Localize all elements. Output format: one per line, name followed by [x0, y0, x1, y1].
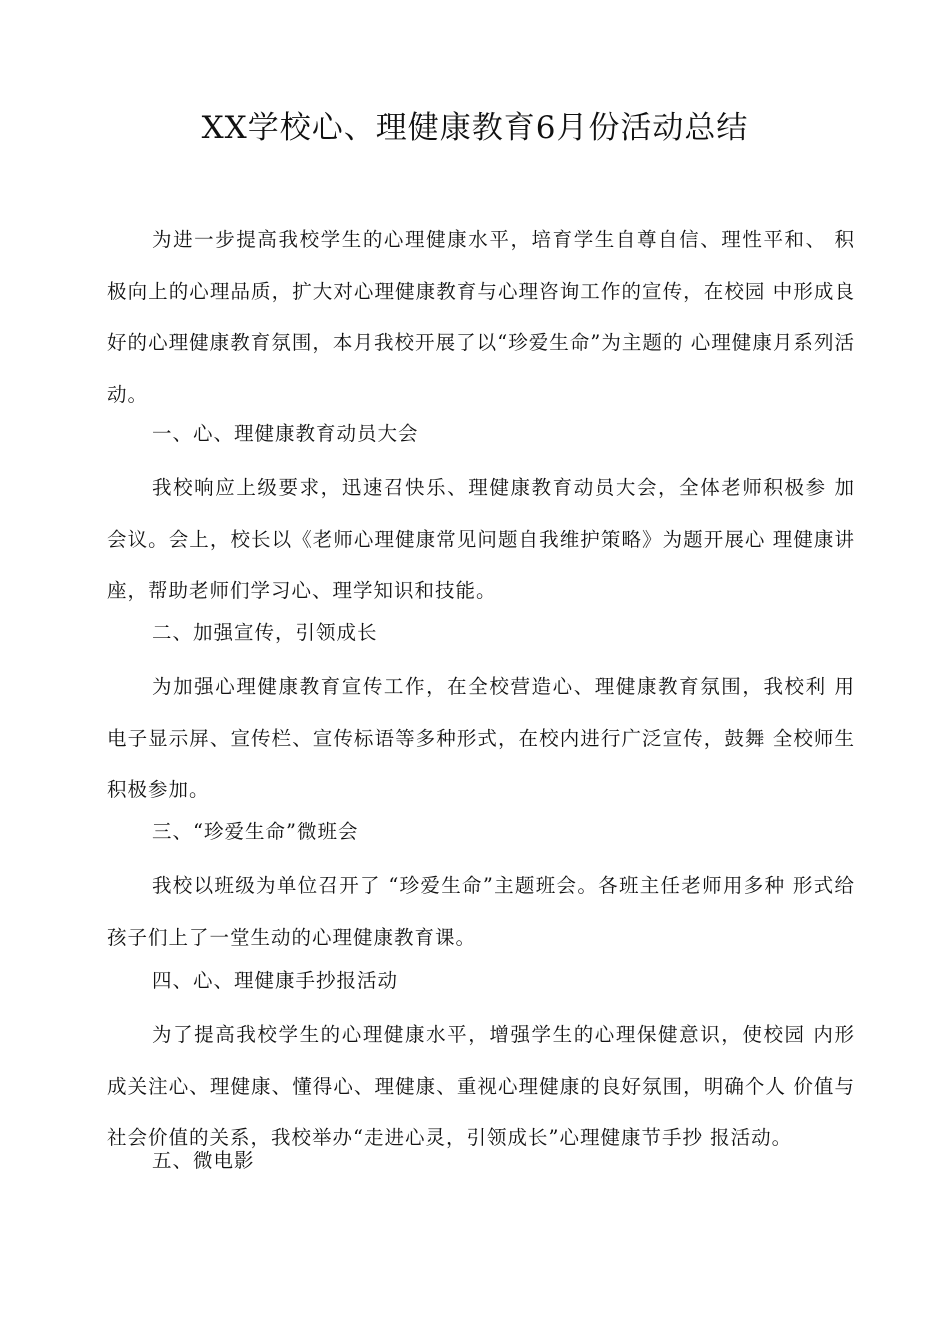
section-body-2: 为加强心理健康教育宣传工作，在全校营造心、理健康教育氛围，我校利 用电子显示屏、宣传栏、宣传标语等多种形式，在校内进行广泛宣传，鼓舞 全校师生积极参加。 — [107, 675, 855, 801]
section-heading-2: 二、加强宣传，引领成长 — [152, 621, 378, 644]
section-heading-1: 一、心、理健康教育动员大会 — [152, 422, 419, 445]
document-title: XX学校心、理健康教育6月份活动总结 — [201, 110, 749, 146]
section-heading-3: 三、“珍爱生命”微班会 — [152, 820, 359, 843]
section-body-3: 我校以班级为单位召开了 “珍爱生命”主题班会。各班主任老师用多种 形式给孩子们上了一堂生动的心理健康教育课。 — [107, 874, 855, 949]
section-body-4: 为了提高我校学生的心理健康水平，增强学生的心理保健意识，使校园 内形成关注心、理健康、懂得心、理健康、重视心理健康的良好氛围，明确个人 价值与社会价值的关系，我校举办“走进心灵，引领成长”心理健康节手抄 报活动。 — [107, 1023, 855, 1149]
section-heading-5: 五、微电影 — [152, 1149, 255, 1172]
section-body-1: 我校响应上级要求，迅速召快乐、理健康教育动员大会，全体老师积极参 加会议。会上，校长以《老师心理健康常见问题自我维护策略》为题开展心 理健康讲座，帮助老师们学习心、理学知识和技能。 — [107, 476, 855, 602]
intro-paragraph: 为进一步提高我校学生的心理健康水平，培育学生自尊自信、理性平和、 积极向上的心理品质，扩大对心理健康教育与心理咨询工作的宣传，在校园 中形成良好的心理健康教育氛围，本月我校开展了以“珍爱生命”为主题的 心理健康月系列活动。 — [107, 228, 855, 406]
section-heading-4: 四、心、理健康手抄报活动 — [152, 969, 399, 992]
